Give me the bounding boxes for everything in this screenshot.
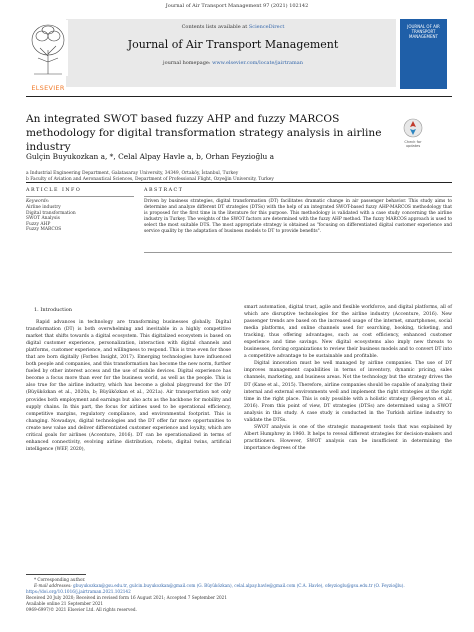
journal-title: Journal of Air Transport Management [127,38,339,51]
keyword-list [26,205,76,233]
body-column-right [244,304,452,452]
body-paragraph: Rapid advances in technology are transforming businesses globally. Digital transformation (DT) is both overwhelming and inevitable in a highly competitive market that shifts towards a digital ecosystem. This digitalized ecosystem is based on digital customer experience, personalization, interaction with digital channels and platforms, customer experience, and willingness to respond. This is true even for those that are born digitally (Forbes Insight, 2017). Emerging technologies have influenced both people and companies, and this transformation has become the new norm, further fueled by other interest access and the use of mobile devices. Digital experience has become a focus more than ever for the business world, as well as the people. This is also true for the airline industry, which has become a global playground for the DT (Büyüközkan et al., 2020a, b; Büyüközkan et al., 2021a). Air transportation not only provides both employment and earnings but also acts as the backbone for mobility and supply chains. In this part, the focus for airlines used to be operational efficiency, competitive margins, regulatory compliance, and environmental footprint. This is changing. Nowadays, digital technologies and the DT offer far more opportunities to create new value and deliver differentiated customer experience and loyalty, which are critical goals for airlines (Accenture, 2016). DT can be operationalized in terms of enhanced connectivity, evolving airline distribution, robots, digital twins, artificial intelligence (WEF, 2020), [26,320,231,452]
abstract-text: Driven by business strategies, digital transformation (DT) facilitates dramatic change in air passenger behavior. This study aims to determine and analyze different DT strategies (DTSs) with the help of an integrated SWOT-based fuzzy AHP-MARCOS methodology that is proposed for the first time in the literature for this purpose. This methodology is validated with a case study concerning the airline industry in Turkey. The weights of the SWOT factors are determined with the fuzzy AHP method. The fuzzy MARCOS approach is used to select the most suitable DTS. The most appropriate strategy is obtained as "focusing on differentiated digital customer experience and service quality by the adaptation of business models to DT to provide benefits". [144,199,452,234]
homepage-prefix: journal homepage: [163,60,213,66]
running-head: Journal of Air Transport Management 97 (2021) 102142 [165,3,309,9]
body-paragraph: SWOT analysis is one of the strategic management tools that was explained by Albert Humphrey in 1960. It helps to reveal different strategies for decision-makers and practitioners. However, SWOT analysis can be insufficient in determining the importance degrees of the [244,424,452,451]
journal-cover-title: JOURNAL OF AIR TRANSPORT MANAGEMENT [407,24,440,39]
abstract-end-rule [144,252,452,253]
article-title: An integrated SWOT based fuzzy AHP and fuzzy MARCOS methodology for digital transformation strategy analysis in airline industry [26,113,382,153]
corresponding-author-note: * Corresponding author. [34,577,86,582]
keywords-heading: Keywords: [26,199,50,204]
section-heading: 1. Introduction [34,307,73,313]
body-paragraph: Digital innovation must be well managed by airline companies. The use of DT improves management capabilities in terms of inventory, dynamic pricing, sales channels, marketing, and business areas. Not the technology but the strategy drives the DT (Kane et al., 2015). Therefore, airline companies should be capable of analyzing their internal and external environments well and implement the right strategies at the right time in the right place. This is only possible with a holistic strategy (Bergeyton et al., 2016). From this point of view, DT strategies (DTSs) are determined using a SWOT analysis in this study. A case study is conducted in the Turkish airline industry to validate the DTSs. [244,361,452,423]
footnotes [26,577,446,614]
email-label: E-mail addresses: [34,583,74,589]
received-dates: Received 20 July 2020; Received in revised form 16 August 2021; Accepted 7 September 2021 [26,595,228,601]
keyword: Digital transformation [26,210,76,216]
crossmark-icon[interactable] [403,118,423,138]
contents-prefix: Contents lists available at [181,24,249,30]
keyword: Fuzzy MARCOS [26,227,62,233]
article-info-rule [26,196,134,197]
elsevier-tree-logo [28,20,68,76]
keyword: Fuzzy AHP [26,221,51,227]
body-column-left [26,319,231,453]
body-paragraph: smart automation, digital trust, agile and flexible workforce, and digital platforms, all of which are disruptive technologies for the airline industry (Accenture, 2016). New passenger trends are based on the increased usage of the internet, smartphones, social media platforms, and online channels used for searching, booking, ticketing, and tracking, thus offering advantages, such as cost efficiency, enhanced customer experience and time savings. New digital ecosystems also imply new threats to businesses, forcing organizations to review their business models and to convert DT into a competitive advantage to be sustainable and profitable. [244,305,452,360]
sciencedirect-link[interactable]: ScienceDirect [248,24,285,30]
author-list: Gulçin Buyukozkan a, *, Celal Alpay Havle a, b, Orhan Feyzioğlu a [26,152,275,161]
email-links[interactable]: gbuyukozkan@gsu.edu.tr, gulcin.buyukozkan@gmail.com (G. Büyüközkan), celal.alpay.havle@gmail.com (C.A. Havle), ofeyzioglu@gsu.edu.tr (O. Feyzioğlu). [73,583,405,589]
contents-line [70,24,396,30]
footnote-rule [26,574,86,575]
keyword: Airline industry [26,205,61,210]
article-info-heading: ARTICLE INFO [26,188,82,193]
publisher-name: ELSEVIER [31,84,65,92]
available-online: Available online 21 September 2021 [26,601,104,607]
abstract-heading: ABSTRACT [144,188,184,193]
crossmark-label: Check for updates [404,140,422,148]
affiliation-a: a Industrial Engineering Department, Galatasaray University, 34349, Ortaköy, İstanbul, Turkey [26,171,239,176]
homepage-line [70,60,396,66]
journal-homepage-link[interactable]: www.elsevier.com/locate/jairtraman [212,60,303,66]
abstract-rule [144,196,452,197]
keyword: SWOT Analysis [26,216,60,222]
doi-link[interactable]: https://doi.org/10.1016/j.jairtraman.2021.102142 [26,589,131,595]
issn-copyright: 0969-6997/© 2021 Elsevier Ltd. All rights reserved. [26,607,137,613]
header-divider [26,96,452,97]
affiliation-b: b Faculty of Aviation and Aeronautical Sciences, Department of Professional Flight, Ozyeğin University, Turkey [26,177,274,182]
title-divider [26,182,452,183]
